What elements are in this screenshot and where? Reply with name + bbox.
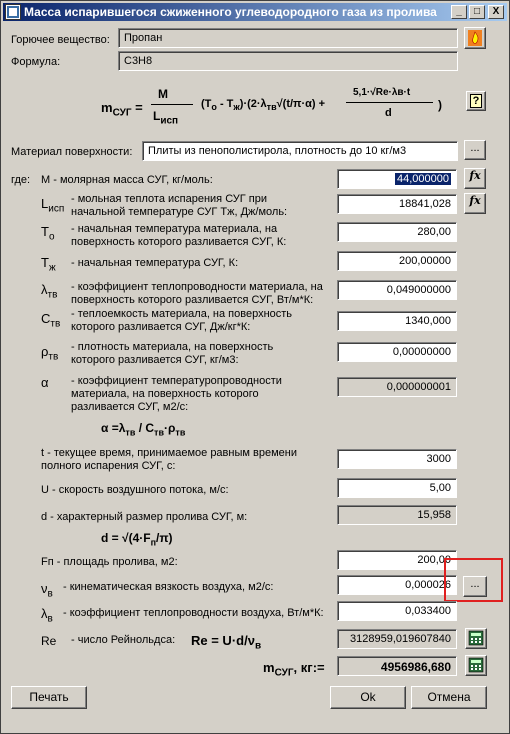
time-field[interactable]: 3000 — [337, 449, 457, 469]
heat-capacity-field[interactable]: 1340,000 — [337, 311, 457, 331]
material-density-field[interactable]: 0,00000000 — [337, 342, 457, 362]
highlight-box — [444, 558, 503, 602]
cancel-button[interactable]: Отмена — [411, 686, 487, 709]
param-nu-symbol: $\nu_в$ — [41, 581, 53, 600]
print-button[interactable]: Печать — [11, 686, 87, 709]
result-label: $m_{СУГ}$, кг:= — [263, 660, 325, 679]
app-icon — [5, 4, 21, 20]
param-l-symbol: $L_{исп}$ — [41, 196, 65, 215]
calculator-icon — [468, 630, 484, 646]
help-button[interactable] — [466, 91, 486, 111]
viscosity-browse-button[interactable]: ... — [463, 576, 487, 597]
title-bar — [3, 3, 507, 21]
reynolds-label: Re — [41, 634, 57, 648]
param-l-desc: - мольная теплота испарения СУГ при начальной температуре СУГ Tж, Дж/моль: — [71, 193, 288, 218]
param-c-symbol: $C_{тв}$ — [41, 311, 61, 330]
param-tzh-symbol: $T_ж$ — [41, 255, 56, 274]
calc-reynolds-button[interactable] — [465, 628, 487, 649]
formula-label: Формула: — [11, 56, 61, 68]
param-lambda-symbol: $\lambda_{тв}$ — [41, 282, 58, 301]
reynolds-desc: - число Рейнольдса: — [71, 634, 176, 646]
result-field: 4956986,680 — [337, 656, 457, 676]
spill-area-field[interactable]: 200,00 — [337, 550, 457, 570]
param-rho-symbol: $\rho_{тв}$ — [41, 344, 59, 363]
time-desc: t - текущее время, принимаемое равным времени полного испарения СУГ, с: — [41, 447, 297, 472]
minimize-button[interactable]: _ — [451, 5, 467, 19]
diffusivity-field: 0,000000001 — [337, 377, 457, 397]
help-icon: ? — [470, 94, 483, 108]
calculator-icon — [468, 657, 484, 673]
spill-area-desc: Fп - площадь пролива, м2: — [41, 556, 178, 568]
substance-field: Пропан — [118, 28, 458, 48]
gas-temperature-field[interactable]: 200,00000 — [337, 251, 457, 271]
d-formula: $d = √(4\cdot F_п/\pi)$ — [101, 531, 173, 548]
param-lambda-air-symbol: $\lambda_в$ — [41, 606, 53, 625]
reynolds-field: 3128959,019607840 — [337, 629, 457, 649]
where-label: где: — [11, 174, 31, 186]
wind-speed-field[interactable]: 5,00 — [337, 478, 457, 498]
material-temperature-field[interactable]: 280,00 — [337, 222, 457, 242]
fx-button-molar-mass[interactable] — [464, 168, 486, 189]
air-conductivity-field[interactable]: 0,033400 — [337, 601, 457, 621]
material-label: Материал поверхности: — [11, 146, 133, 158]
maximize-button[interactable]: □ — [469, 5, 485, 19]
function-icon: fx — [469, 194, 481, 207]
material-field[interactable]: Плиты из пенополистирола, плотность до 10 кг/м3 — [142, 141, 458, 161]
close-button[interactable]: X — [488, 5, 504, 19]
viscosity-field[interactable]: 0,000026 — [337, 575, 457, 595]
param-c-desc: - теплоемкость материала, на поверхность которого разливается СУГ, Дж/кг*К: — [71, 308, 293, 333]
spill-size-desc: d - характерный размер пролива СУГ, м: — [41, 511, 248, 523]
param-m-desc: M - молярная масса СУГ, кг/моль: — [41, 174, 213, 186]
spill-size-field: 15,958 — [337, 505, 457, 525]
window-title: Масса испарившегося сжиженного углеводородного газа из пролива — [24, 5, 437, 19]
substance-label: Горючее вещество: — [11, 34, 110, 46]
wind-speed-desc: U - скорость воздушного потока, м/с: — [41, 484, 229, 496]
flame-icon — [467, 29, 483, 47]
evaporation-heat-field[interactable]: 18841,028 — [337, 194, 457, 214]
param-tzh-desc: - начальная температура СУГ, К: — [71, 257, 239, 269]
molar-mass-field[interactable]: 44,000000 — [337, 169, 457, 189]
param-to-desc: - начальная температура материала, на поверхность которого разливается СУГ, К: — [71, 223, 287, 248]
reynolds-formula: $Re = U\cdot d/\nu_в$ — [191, 633, 262, 652]
dialog-window: Масса испарившегося сжиженного углеводородного газа из пролива _ □ X Горючее вещество: Пропан Формула: C3H8 $m_{СУГ}$ = M $L_{исп}$ $(T_о - T_ж)\cdot(2\cdot\lambda_{тв}√(t/\pi\cdot\alpha)$ + 5,1·√Re·λв·t d ) ? Материал поверхности: Плиты из пенополистирола, плотность до 10 кг/м3 ... где: M - молярная масса СУГ, кг/моль: 44,000000 fx $L_{исп}$ - мольная теплота испарения СУГ при начальной температуре СУГ Tж, Дж/моль: 18841,028 fx $T_о$ - начальная температура материала, на поверхность которого разливается СУГ, К: 280,00 $T_ж$ - начальная температура СУГ, К: 200,00000 $\lambda_{тв}$ - коэффициент теплопроводности материала, на поверхность которого разливается СУГ, Вт/м*К: 0,049000000 $C_{тв}$ - теплоемкость материала, на поверхность которого разливается СУГ, Дж/кг*К: 1340,000 $\rho_{тв}$ - плотность материала, на поверхность которого разливается СУГ, кг/м3: 0,00000000 α - коэффициент температуропроводности материала, на поверхность которого разливается СУГ, м2/с: 0,000000001 $\alpha =\lambda_{тв} / C_{тв}\cdot\rho_{тв}$ t - текущее время, принимаемое равным времени полного испарения СУГ, с: 3000 U - скорость воздушного потока, м/с: 5,00 d - характерный размер пролива СУГ, м: 15,958 $d = √(4\cdot F_п/\pi)$ Fп - площадь пролива, м2: 200,00 $\nu_в$ - кинематическая вязкость воздуха, м2/с: 0,000026 ... $\lambda_в$ - коэффициент теплопроводности воздуха, Вт/м*К: 0,033400 Re - число Рейнольдса: $Re = U\cdot d/\nu_в$ 3128959,019607840 $m_{СУГ}$, кг:= 4956986,680 Печать Ok Отмена — [0, 0, 510, 734]
calc-result-button[interactable] — [465, 655, 487, 676]
param-alpha-symbol: α — [41, 375, 49, 390]
air-conductivity-desc: - коэффициент теплопроводности воздуха, Вт/м*К: — [63, 607, 324, 619]
function-icon: fx — [469, 169, 481, 182]
param-lambda-desc: - коэффициент теплопроводности материала, на поверхность которого разливается СУГ, Вт/м*К: — [71, 281, 323, 306]
formula-field: C3H8 — [118, 51, 458, 71]
param-rho-desc: - плотность материала, на поверхность которого разливается СУГ, кг/м3: — [71, 341, 274, 366]
alpha-formula: $\alpha =\lambda_{тв} / C_{тв}\cdot\rho_{тв}$ — [101, 421, 186, 438]
material-browse-button[interactable]: ... — [464, 140, 486, 160]
fire-icon-button[interactable] — [464, 27, 486, 49]
param-to-symbol: $T_о$ — [41, 224, 55, 243]
fx-button-evaporation-heat[interactable] — [464, 193, 486, 214]
param-alpha-desc: - коэффициент температуропроводности материала, на поверхность которого разливается СУГ, м2/с: — [71, 375, 282, 413]
ok-button[interactable]: Ok — [330, 686, 406, 709]
viscosity-desc: - кинематическая вязкость воздуха, м2/с: — [63, 581, 274, 593]
material-conductivity-field[interactable]: 0,049000000 — [337, 280, 457, 300]
